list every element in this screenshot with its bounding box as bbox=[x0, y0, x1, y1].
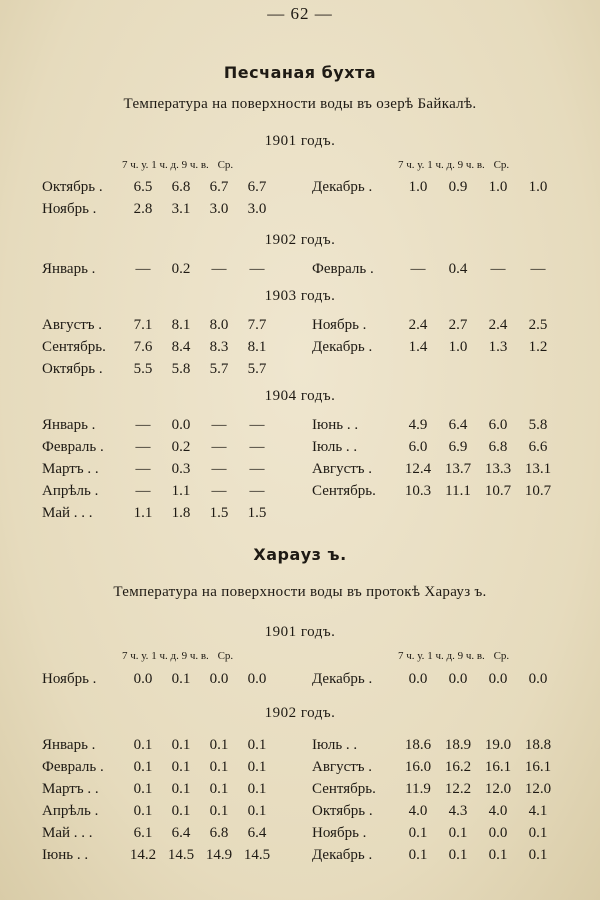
value-cell: 14.2 bbox=[129, 847, 157, 863]
column-header: Ср. bbox=[217, 159, 234, 171]
value-cell: 0.1 bbox=[247, 781, 267, 797]
value-cell: 18.8 bbox=[524, 737, 552, 753]
month-label: Ноябрь . bbox=[42, 671, 97, 687]
column-header: Ср. bbox=[493, 159, 510, 171]
value-cell: 1.5 bbox=[247, 505, 267, 521]
month-label: Іюль . . bbox=[312, 737, 358, 753]
data-table-left bbox=[42, 668, 276, 690]
month-label: Ноябрь . bbox=[312, 825, 367, 841]
value-cell: 0.0 bbox=[247, 671, 267, 687]
value-cell: 5.8 bbox=[171, 361, 191, 377]
value-cell: 0.0 bbox=[488, 825, 508, 841]
value-cell: 7.7 bbox=[247, 317, 267, 333]
table-row bbox=[42, 358, 276, 380]
month-label: Іюль . . bbox=[312, 439, 358, 455]
table-row bbox=[312, 436, 558, 458]
month-label: Сентябрь. bbox=[312, 483, 376, 499]
data-table-right bbox=[312, 176, 558, 198]
value-cell: 8.0 bbox=[209, 317, 229, 333]
value-cell: 4.1 bbox=[528, 803, 548, 819]
value-cell: 1.0 bbox=[488, 179, 508, 195]
column-header: 1 ч. д. bbox=[427, 650, 455, 662]
table-row bbox=[42, 822, 276, 844]
column-header: 7 ч. у. bbox=[122, 650, 149, 662]
month-label: Августъ . bbox=[312, 759, 373, 775]
table-row bbox=[42, 800, 276, 822]
month-label: Февраль . bbox=[42, 439, 104, 455]
table-row bbox=[42, 480, 276, 502]
value-cell: 8.1 bbox=[171, 317, 191, 333]
value-cell: 0.1 bbox=[209, 781, 229, 797]
table-row bbox=[42, 502, 276, 524]
value-cell: 16.0 bbox=[404, 759, 432, 775]
value-cell: 2.4 bbox=[488, 317, 508, 333]
column-headers-left bbox=[122, 159, 233, 171]
table-row bbox=[42, 414, 276, 436]
value-cell: 19.0 bbox=[484, 737, 512, 753]
value-cell: 0.1 bbox=[133, 737, 153, 753]
month-label: Декабрь . bbox=[312, 847, 373, 863]
value-cell: — bbox=[135, 461, 151, 477]
value-cell: 8.1 bbox=[247, 339, 267, 355]
value-cell: 10.7 bbox=[524, 483, 552, 499]
column-headers-right bbox=[398, 650, 509, 662]
value-cell: 12.4 bbox=[404, 461, 432, 477]
year-heading: 1902 годъ. bbox=[264, 232, 336, 248]
value-cell: 0.0 bbox=[171, 417, 191, 433]
value-cell: — bbox=[249, 417, 265, 433]
month-label: Октябрь . bbox=[312, 803, 373, 819]
value-cell: — bbox=[249, 461, 265, 477]
month-label: Февраль . bbox=[312, 261, 374, 277]
data-table-left bbox=[42, 414, 276, 524]
year-heading: 1904 годъ. bbox=[264, 388, 336, 404]
table-row bbox=[312, 800, 558, 822]
value-cell: — bbox=[410, 261, 426, 277]
value-cell: 1.0 bbox=[408, 179, 428, 195]
month-label: Іюнь . . bbox=[42, 847, 89, 863]
value-cell: 4.9 bbox=[408, 417, 428, 433]
value-cell: 7.1 bbox=[133, 317, 153, 333]
section-title: Харауз ъ. bbox=[253, 545, 347, 564]
value-cell: — bbox=[211, 439, 227, 455]
value-cell: 1.2 bbox=[528, 339, 548, 355]
value-cell: 11.9 bbox=[405, 781, 431, 797]
value-cell: 5.8 bbox=[528, 417, 548, 433]
value-cell: 14.9 bbox=[205, 847, 233, 863]
value-cell: 6.8 bbox=[171, 179, 191, 195]
value-cell: 0.1 bbox=[448, 847, 468, 863]
month-label: Январь . bbox=[42, 261, 96, 277]
value-cell: 13.7 bbox=[444, 461, 472, 477]
data-table-left bbox=[42, 734, 276, 866]
column-header: 9 ч. в. bbox=[181, 650, 209, 662]
value-cell: 3.0 bbox=[209, 201, 229, 217]
value-cell: 0.2 bbox=[171, 261, 191, 277]
value-cell: 6.6 bbox=[528, 439, 548, 455]
value-cell: — bbox=[249, 483, 265, 499]
table-row bbox=[42, 458, 276, 480]
value-cell: 6.7 bbox=[209, 179, 229, 195]
table-row bbox=[312, 844, 558, 866]
month-label: Май . . . bbox=[42, 825, 93, 841]
value-cell: 16.1 bbox=[524, 759, 552, 775]
value-cell: 18.6 bbox=[404, 737, 432, 753]
table-row bbox=[42, 436, 276, 458]
table-row bbox=[42, 756, 276, 778]
month-label: Мартъ . . bbox=[42, 461, 99, 477]
column-header: 1 ч. д. bbox=[151, 650, 179, 662]
value-cell: — bbox=[135, 261, 151, 277]
month-label: Февраль . bbox=[42, 759, 104, 775]
value-cell: 0.3 bbox=[171, 461, 191, 477]
value-cell: 5.5 bbox=[133, 361, 153, 377]
value-cell: 0.1 bbox=[209, 759, 229, 775]
value-cell: 8.4 bbox=[171, 339, 191, 355]
value-cell: — bbox=[530, 261, 546, 277]
value-cell: 4.3 bbox=[448, 803, 468, 819]
data-table-left bbox=[42, 314, 276, 380]
table-row bbox=[312, 336, 558, 358]
value-cell: 1.0 bbox=[528, 179, 548, 195]
value-cell: 1.0 bbox=[448, 339, 468, 355]
month-label: Ноябрь . bbox=[42, 201, 97, 217]
column-headers-left bbox=[122, 650, 233, 662]
table-row bbox=[42, 176, 276, 198]
value-cell: 1.5 bbox=[209, 505, 229, 521]
table-row bbox=[42, 198, 276, 220]
table-row bbox=[312, 480, 558, 502]
table-row bbox=[42, 668, 276, 690]
value-cell: 2.7 bbox=[448, 317, 468, 333]
value-cell: 13.1 bbox=[524, 461, 552, 477]
table-row bbox=[312, 734, 558, 756]
value-cell: 16.2 bbox=[444, 759, 472, 775]
value-cell: 0.0 bbox=[488, 671, 508, 687]
value-cell: 0.1 bbox=[209, 803, 229, 819]
value-cell: 0.1 bbox=[133, 803, 153, 819]
month-label: Декабрь . bbox=[312, 339, 373, 355]
value-cell: 8.3 bbox=[209, 339, 229, 355]
value-cell: 0.0 bbox=[408, 671, 428, 687]
table-row bbox=[312, 458, 558, 480]
column-header: 7 ч. у. bbox=[398, 650, 425, 662]
value-cell: 6.8 bbox=[488, 439, 508, 455]
value-cell: 13.3 bbox=[484, 461, 512, 477]
value-cell: 0.0 bbox=[133, 671, 153, 687]
table-row bbox=[312, 314, 558, 336]
value-cell: 0.1 bbox=[528, 825, 548, 841]
value-cell: 6.1 bbox=[133, 825, 153, 841]
table-row bbox=[312, 414, 558, 436]
table-row bbox=[312, 778, 558, 800]
value-cell: 0.1 bbox=[171, 781, 191, 797]
data-table-right bbox=[312, 668, 558, 690]
value-cell: 12.0 bbox=[484, 781, 512, 797]
month-label: Мартъ . . bbox=[42, 781, 99, 797]
column-header: 1 ч. д. bbox=[151, 159, 179, 171]
value-cell: 0.2 bbox=[171, 439, 191, 455]
value-cell: — bbox=[135, 483, 151, 499]
value-cell: 6.9 bbox=[448, 439, 468, 455]
value-cell: 10.7 bbox=[484, 483, 512, 499]
table-row bbox=[42, 734, 276, 756]
value-cell: — bbox=[135, 417, 151, 433]
value-cell: 12.0 bbox=[524, 781, 552, 797]
section-title: Песчаная бухта bbox=[223, 63, 377, 82]
page-number: — 62 — bbox=[267, 4, 333, 23]
data-table-right bbox=[312, 414, 558, 502]
value-cell: — bbox=[249, 261, 265, 277]
value-cell: — bbox=[490, 261, 506, 277]
value-cell: 14.5 bbox=[243, 847, 271, 863]
month-label: Апрѣль . bbox=[42, 483, 99, 499]
value-cell: 0.1 bbox=[408, 825, 428, 841]
value-cell: 0.1 bbox=[247, 737, 267, 753]
value-cell: 6.0 bbox=[488, 417, 508, 433]
month-label: Іюнь . . bbox=[312, 417, 359, 433]
value-cell: 0.1 bbox=[133, 781, 153, 797]
value-cell: 1.4 bbox=[408, 339, 428, 355]
value-cell: 11.1 bbox=[445, 483, 471, 499]
value-cell: 1.1 bbox=[133, 505, 153, 521]
value-cell: 1.1 bbox=[171, 483, 191, 499]
table-row bbox=[312, 668, 558, 690]
value-cell: 14.5 bbox=[167, 847, 195, 863]
column-header: 9 ч. в. bbox=[457, 650, 485, 662]
value-cell: 7.6 bbox=[133, 339, 153, 355]
year-heading: 1902 годъ. bbox=[264, 705, 336, 721]
column-headers-right bbox=[398, 159, 509, 171]
value-cell: 2.8 bbox=[133, 201, 153, 217]
value-cell: 6.8 bbox=[209, 825, 229, 841]
month-label: Сентябрь. bbox=[312, 781, 376, 797]
table-row bbox=[42, 778, 276, 800]
value-cell: 0.1 bbox=[171, 671, 191, 687]
value-cell: 5.7 bbox=[209, 361, 229, 377]
value-cell: 16.1 bbox=[484, 759, 512, 775]
month-label: Декабрь . bbox=[312, 671, 373, 687]
year-heading: 1903 годъ. bbox=[264, 288, 336, 304]
value-cell: 6.7 bbox=[247, 179, 267, 195]
value-cell: 6.5 bbox=[133, 179, 153, 195]
value-cell: — bbox=[135, 439, 151, 455]
section-subtitle: Температура на поверхности воды въ озерѣ Байкалѣ. bbox=[123, 96, 477, 112]
value-cell: 0.9 bbox=[448, 179, 468, 195]
column-header: 1 ч. д. bbox=[427, 159, 455, 171]
data-table-right bbox=[312, 734, 558, 866]
value-cell: 0.1 bbox=[247, 803, 267, 819]
table-row bbox=[42, 844, 276, 866]
value-cell: 4.0 bbox=[488, 803, 508, 819]
value-cell: — bbox=[211, 261, 227, 277]
year-heading: 1901 годъ. bbox=[264, 624, 336, 640]
value-cell: — bbox=[211, 461, 227, 477]
value-cell: 0.4 bbox=[448, 261, 468, 277]
table-row bbox=[42, 336, 276, 358]
column-header: Ср. bbox=[493, 650, 510, 662]
value-cell: 6.4 bbox=[171, 825, 191, 841]
value-cell: 0.1 bbox=[133, 759, 153, 775]
value-cell: 0.1 bbox=[171, 737, 191, 753]
month-label: Октябрь . bbox=[42, 361, 103, 377]
value-cell: 0.1 bbox=[448, 825, 468, 841]
value-cell: 0.0 bbox=[528, 671, 548, 687]
value-cell: 0.1 bbox=[488, 847, 508, 863]
table-row bbox=[312, 756, 558, 778]
value-cell: 1.8 bbox=[171, 505, 191, 521]
value-cell: 0.1 bbox=[209, 737, 229, 753]
value-cell: 6.4 bbox=[247, 825, 267, 841]
column-header: 9 ч. в. bbox=[457, 159, 485, 171]
value-cell: 1.3 bbox=[488, 339, 508, 355]
month-label: Августъ . bbox=[312, 461, 373, 477]
value-cell: — bbox=[211, 483, 227, 499]
value-cell: 3.1 bbox=[171, 201, 191, 217]
value-cell: 3.0 bbox=[247, 201, 267, 217]
value-cell: 0.1 bbox=[171, 803, 191, 819]
column-header: Ср. bbox=[217, 650, 234, 662]
month-label: Сентябрь. bbox=[42, 339, 106, 355]
month-label: Январь . bbox=[42, 737, 96, 753]
month-label: Май . . . bbox=[42, 505, 93, 521]
month-label: Январь . bbox=[42, 417, 96, 433]
data-table-left bbox=[42, 176, 276, 220]
value-cell: 6.4 bbox=[448, 417, 468, 433]
section-subtitle: Температура на поверхности воды въ протокѣ Харауз ъ. bbox=[113, 584, 487, 600]
value-cell: 0.0 bbox=[448, 671, 468, 687]
table-row bbox=[312, 258, 558, 280]
value-cell: 0.1 bbox=[171, 759, 191, 775]
value-cell: 4.0 bbox=[408, 803, 428, 819]
value-cell: 0.1 bbox=[528, 847, 548, 863]
data-table-right bbox=[312, 314, 558, 358]
data-table-left bbox=[42, 258, 276, 280]
value-cell: — bbox=[249, 439, 265, 455]
table-row bbox=[42, 314, 276, 336]
value-cell: 18.9 bbox=[444, 737, 472, 753]
value-cell: 12.2 bbox=[444, 781, 472, 797]
value-cell: 0.0 bbox=[209, 671, 229, 687]
month-label: Августъ . bbox=[42, 317, 103, 333]
column-header: 7 ч. у. bbox=[398, 159, 425, 171]
month-label: Апрѣль . bbox=[42, 803, 99, 819]
value-cell: 10.3 bbox=[404, 483, 432, 499]
value-cell: 2.4 bbox=[408, 317, 428, 333]
value-cell: 0.1 bbox=[408, 847, 428, 863]
value-cell: 0.1 bbox=[247, 759, 267, 775]
value-cell: 2.5 bbox=[528, 317, 548, 333]
value-cell: — bbox=[211, 417, 227, 433]
column-header: 7 ч. у. bbox=[122, 159, 149, 171]
data-table-right bbox=[312, 258, 558, 280]
table-row bbox=[42, 258, 276, 280]
value-cell: 6.0 bbox=[408, 439, 428, 455]
year-heading: 1901 годъ. bbox=[264, 133, 336, 149]
month-label: Октябрь . bbox=[42, 179, 103, 195]
table-row bbox=[312, 176, 558, 198]
month-label: Ноябрь . bbox=[312, 317, 367, 333]
value-cell: 5.7 bbox=[247, 361, 267, 377]
column-header: 9 ч. в. bbox=[181, 159, 209, 171]
month-label: Декабрь . bbox=[312, 179, 373, 195]
table-row bbox=[312, 822, 558, 844]
